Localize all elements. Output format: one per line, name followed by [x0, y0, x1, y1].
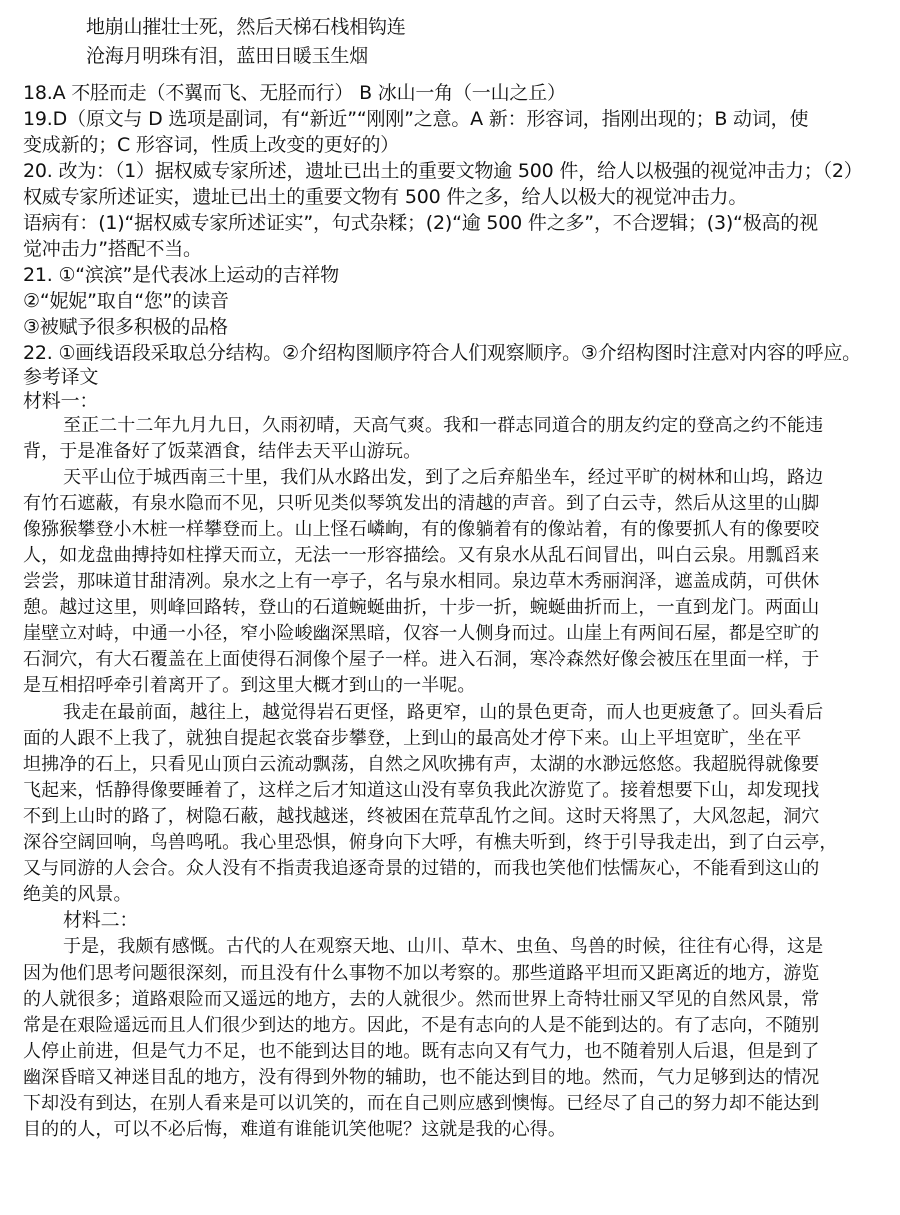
text-line: 我走在最前面，越往上，越觉得岩石更怪，路更窄，山的景色更奇，而人也更疲惫了。回头看后 — [63, 702, 824, 723]
text-line: 深谷空阔回响，鸟兽鸣吼。我心里恐惧，俯身向下大呼，有樵夫听到，终于引导我走出，到了白云亭， — [23, 832, 838, 853]
text-line: 至正二十二年九月九日，久雨初晴，天高气爽。我和一群志同道合的朋友约定的登高之约不能违 — [63, 415, 824, 436]
answer-22: 22. ①画线语段采取总分结构。②介绍构图顺序符合人们观察顺序。③介绍构图时注意对内容的呼应。 — [23, 342, 861, 364]
answer-21-1: 21. ①“滨滨”是代表冰上运动的吉祥物 — [23, 264, 339, 286]
text-line: 人停止前进，但是气力不足，也不能到达目的地。既有志向又有气力，也不随着别人后退，但是到了 — [23, 1041, 820, 1062]
text-line: 绝美的风景。 — [23, 884, 132, 905]
text-line: 常是在艰险遥远而且人们很少到达的地方。因此，不是有志向的人是不能到达的。有了志向，不随别 — [23, 1015, 820, 1036]
text-line: 不到上山时的路了，树隐石蔽，越找越迷，终被困在荒草乱竹之间。这时天将黑了，大风忽起，洞穴 — [23, 806, 820, 827]
text-line: 下却没有到达，在别人看来是可以讥笑的，而在自己则应感到懊悔。已经尽了自己的努力却不能达到 — [23, 1093, 820, 1114]
poem-line: 沧海月明珠有泪，蓝田日暖玉生烟 — [86, 45, 369, 67]
text-line: 背，于是准备好了饭菜酒食，结伴去天平山游玩。 — [23, 441, 422, 462]
answer-20-errors: 语病有：(1)“据权威专家所述证实”，句式杂糅；(2)“逾 500 件之多”，不合逻辑；(3)“极高的视 — [23, 212, 818, 234]
section-title: 参考译文 — [23, 366, 99, 388]
text-line: 有竹石遮蔽，有泉水隐而不见，只听见类似琴筑发出的清越的声音。到了白云寺，然后从这里的山脚 — [23, 493, 820, 514]
text-line: 坦拂净的石上，只看见山顶白云流动飘荡，自然之风吹拂有声，太湖的水渺远悠悠。我超脱得就像要 — [23, 754, 820, 775]
text-line: 尝尝，那味道甘甜清冽。泉水之上有一亭子，名与泉水相同。泉边草木秀丽润泽，遮盖成荫，可供休 — [23, 571, 820, 592]
material2-label: 材料二： — [63, 909, 139, 931]
text-line: 于是，我颇有感慨。古代的人在观察天地、山川、草木、虫鱼、鸟兽的时候，往往有心得，这是 — [63, 936, 824, 957]
text-line: 是互相招呼牵引着离开了。到这里大概才到山的一半呢。 — [23, 675, 476, 696]
poem-line: 地崩山摧壮士死，然后天梯石栈相钩连 — [86, 16, 406, 38]
text-line: 目的的人，可以不必后悔，难道有谁能讥笑他呢？这就是我的心得。 — [23, 1119, 566, 1140]
text-line: 面的人跟不上我了，就独自提起衣裳奋步攀登，上到山的最高处才停下来。山上平坦宽旷，坐在平 — [23, 728, 802, 749]
text-line: 因为他们思考问题很深刻，而且没有什么事物不加以考察的。那些道路平坦而又距离近的地方，游览 — [23, 963, 820, 984]
text-line: 的人就很多；道路艰险而又遥远的地方，去的人就很少。然而世界上奇特壮丽又罕见的自然风景，常 — [23, 989, 820, 1010]
answer-20-errors-cont: 觉冲击力”搭配不当。 — [23, 238, 202, 260]
text-line: 崖壁立对峙，中通一小径，窄小险峻幽深黑暗，仅容一人侧身而过。山崖上有两间石屋，都是空旷的 — [23, 623, 820, 644]
answer-21-2: ②“妮妮”取自“您”的读音 — [23, 290, 229, 312]
material1-label: 材料一： — [23, 390, 99, 412]
text-line: 石洞穴，有大石覆盖在上面使得石洞像个屋子一样。进入石洞，寒冷森然好像会被压在里面一样，于 — [23, 649, 820, 670]
answer-19: 19.D（原文与 D 选项是副词，有“新近”“刚刚”之意。A 新：形容词，指刚出现的；B 动词，使 — [23, 108, 809, 130]
answer-20: 20. 改为：（1）据权威专家所述，遗址已出土的重要文物逾 500 件，给人以极强的视觉冲击力；（2） — [23, 160, 863, 182]
text-line: 憩。越过这里，则峰回路转，登山的石道蜿蜒曲折，十步一折，蜿蜒曲折而上，一直到龙门。两面山 — [23, 597, 820, 618]
answer-21-3: ③被赋予很多积极的品格 — [23, 316, 228, 338]
text-line: 天平山位于城西南三十里，我们从水路出发，到了之后弃船坐车，经过平旷的树林和山坞，路边 — [63, 467, 824, 488]
text-line: 人，如龙盘曲搏持如柱撑天而立，无法一一形容描绘。又有泉水从乱石间冒出，叫白云泉。用瓢舀来 — [23, 545, 820, 566]
text-line: 又与同游的人会合。众人没有不指责我追逐奇景的过错的，而我也笑他们怯懦灰心，不能看到这山的 — [23, 858, 820, 879]
answer-19-cont: 变成新的；C 形容词，性质上改变的更好的） — [23, 134, 400, 156]
answer-18: 18.A 不胫而走（不翼而飞、无胫而行） B 冰山一角（一山之丘） — [23, 82, 566, 104]
text-line: 幽深昏暗又神迷目乱的地方，没有得到外物的辅助，也不能达到目的地。然而，气力足够到达的情况 — [23, 1067, 820, 1088]
text-line: 飞起来，恬静得像要睡着了，这样之后才知道这山没有辜负我此次游览了。接着想要下山，却发现找 — [23, 780, 820, 801]
answer-20-cont: 权威专家所述证实，遗址已出土的重要文物有 500 件之多，给人以极大的视觉冲击力。 — [23, 186, 748, 208]
text-line: 像猕猴攀登小木桩一样攀登而上。山上怪石嶙峋，有的像躺着有的像站着，有的像要抓人有的像要咬 — [23, 519, 820, 540]
